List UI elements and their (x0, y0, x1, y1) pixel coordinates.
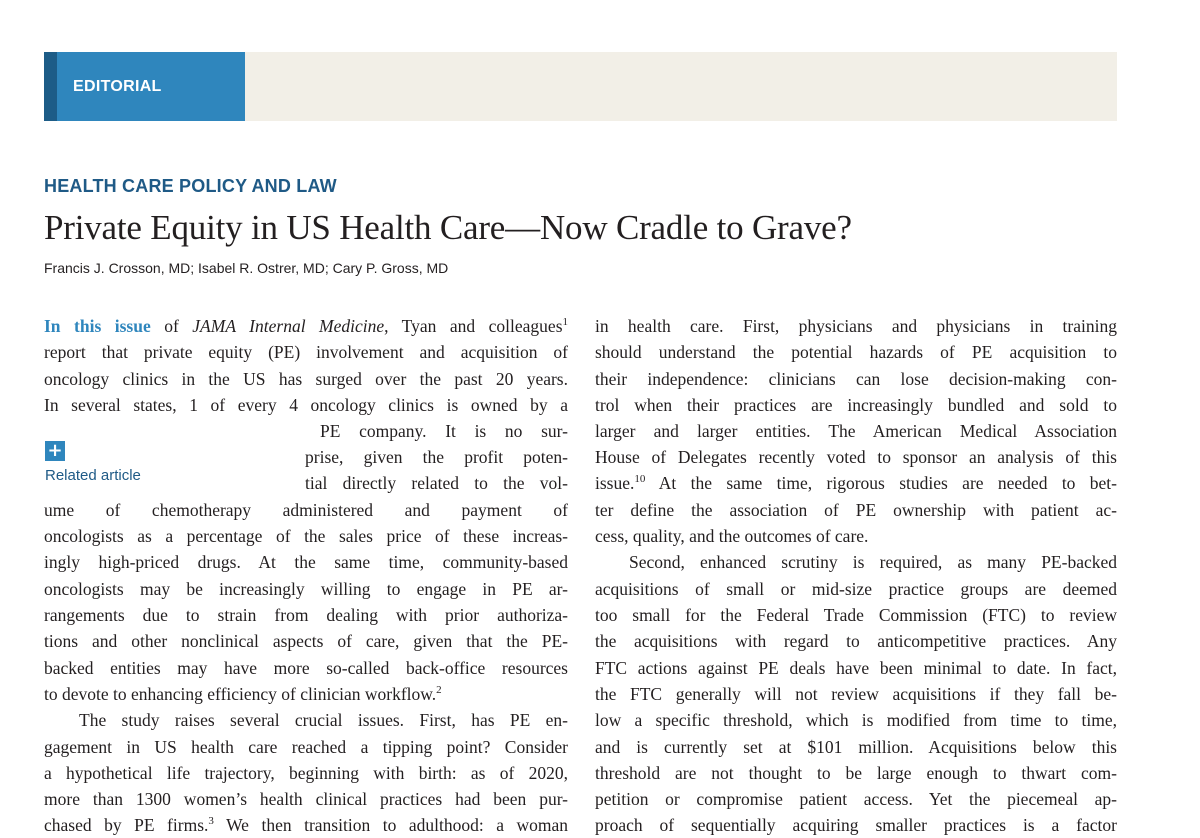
text-line: too small for the Federal Trade Commission (FTC) to review (595, 605, 1117, 625)
text-line: oncologists may be increasingly willing to engage in PE ar- (44, 579, 568, 599)
journal-name: JAMA Internal Medicine (192, 316, 385, 336)
text-line: and is currently set at $101 million. Acquisitions below this (595, 737, 1117, 757)
text-line: a hypothetical life trajectory, beginning with birth: as of 2020, (44, 763, 568, 783)
text-line (595, 470, 1117, 496)
article-type-banner (44, 52, 1117, 121)
text-line: oncology clinics in the US has surged over the past 20 years. (44, 369, 568, 389)
related-article-link[interactable]: Related article (45, 467, 141, 484)
text-line: proach of sequentially acquiring smaller practices is a factor (595, 815, 1117, 835)
text-line: the acquisitions with regard to anticompetitive practices. Any (595, 631, 1117, 651)
banner-accent-bar (44, 52, 57, 121)
text-line: threshold are not thought to be large enough to thwart com- (595, 763, 1117, 783)
author-list: Francis J. Crosson, MD; Isabel R. Ostrer, MD; Cary P. Gross, MD (44, 260, 449, 276)
text-line: their independence: clinicians can lose decision-making con- (595, 369, 1117, 389)
text-line: In several states, 1 of every 4 oncology clinics is owned by a (44, 395, 568, 415)
text-line: oncologists as a percentage of the sales price of these increas- (44, 526, 568, 546)
text-line (44, 313, 568, 339)
reference-2[interactable]: 2 (436, 684, 442, 697)
reference-1[interactable]: 1 (562, 316, 568, 329)
section-label: HEALTH CARE POLICY AND LAW (44, 176, 337, 196)
text-line: larger and larger entities. The American Medical Association (595, 421, 1117, 441)
text-line: trol when their practices are increasingly bundled and sold to (595, 395, 1117, 415)
text-line: rangements due to strain from dealing with prior authoriza- (44, 605, 568, 625)
text-line: cess, quality, and the outcomes of care. (595, 526, 869, 546)
text-line: petition or compromise patient access. Yet the piecemeal ap- (595, 789, 1117, 809)
text-line: report that private equity (PE) involvement and acquisition of (44, 342, 568, 362)
text-line: FTC actions against PE deals have been minimal to date. In fact, (595, 658, 1117, 678)
text-span: chased by PE firms. (44, 815, 209, 835)
text-line: should understand the potential hazards of PE acquisition to (595, 342, 1117, 362)
text-line: House of Delegates recently voted to sponsor an analysis of this (595, 447, 1117, 467)
text-span: At the same time, rigorous studies are needed to bet- (645, 473, 1117, 493)
text-line: tial directly related to the vol- (305, 473, 568, 493)
text-line: more than 1300 women’s health clinical practices had been pur- (44, 789, 568, 809)
text-span: We then transition to adulthood: a woman (213, 815, 568, 835)
text-span: to devote to enhancing efficiency of clinician workflow. (44, 684, 437, 704)
text-line: gagement in US health care reached a tipping point? Consider (44, 737, 568, 757)
text-span: , Tyan and colleagues (384, 316, 563, 336)
text-span: issue. (595, 473, 635, 493)
text-line: low a specific threshold, which is modified from time to time, (595, 710, 1117, 730)
plus-icon[interactable]: + (45, 441, 65, 461)
article-type-label: EDITORIAL (57, 52, 245, 121)
reference-10[interactable]: 10 (634, 473, 646, 486)
text-line: ume of chemotherapy administered and payment of (44, 500, 568, 520)
paragraph-start: The study raises several crucial issues. First, has PE en- (79, 710, 568, 730)
text-line (44, 681, 568, 707)
text-line: ter define the association of PE ownership with patient ac- (595, 500, 1117, 520)
paragraph-start: Second, enhanced scrutiny is required, as many PE-backed (629, 552, 1117, 572)
reference-3[interactable]: 3 (208, 815, 214, 828)
text-line: prise, given the profit poten- (305, 447, 568, 467)
text-line: PE company. It is no sur- (320, 421, 568, 441)
text-line: acquisitions of small or mid-size practice groups are deemed (595, 579, 1117, 599)
text-line: in health care. First, physicians and physicians in training (595, 316, 1117, 336)
text-line: ingly high-priced drugs. At the same time, community-based (44, 552, 568, 572)
article-title: Private Equity in US Health Care—Now Cradle to Grave? (44, 208, 852, 247)
text-span: of (164, 316, 193, 336)
text-line: backed entities may have more so-called back-office resources (44, 658, 568, 678)
text-line (44, 812, 568, 838)
text-line: tions and other nonclinical aspects of care, given that the PE- (44, 631, 568, 651)
text-line: the FTC generally will not review acquisitions if they fall be- (595, 684, 1117, 704)
in-this-issue-link[interactable]: In this issue (44, 316, 151, 336)
